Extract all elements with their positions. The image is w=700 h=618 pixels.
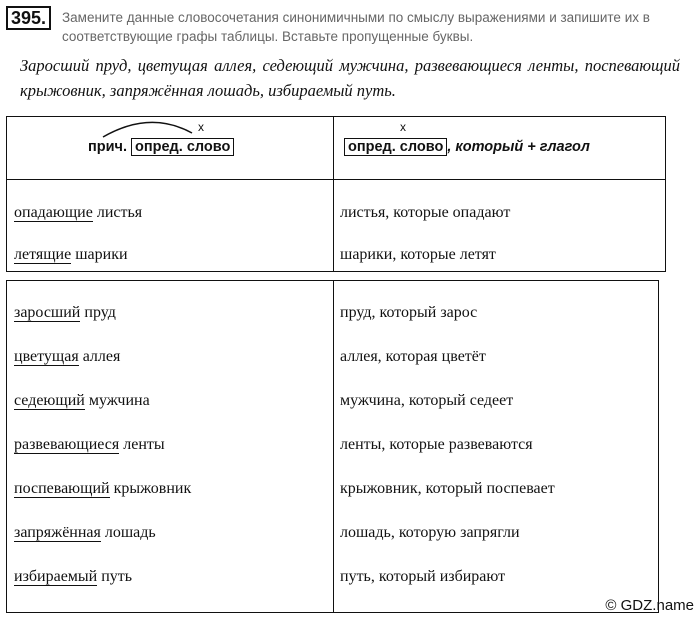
participle-label: прич. bbox=[88, 139, 127, 155]
exercise-instruction: Замените данные словосочетания синонимичными по смыслу выражениями и запишите их в соответствующие графы таблицы. Вставьте пропущенные буквы. bbox=[62, 10, 650, 44]
participle-word: седеющий bbox=[14, 392, 85, 409]
participle-word: развевающиеся bbox=[14, 436, 120, 453]
noun-word: крыжовник bbox=[113, 480, 192, 497]
rows-right-phrase: мужчина, который седеет bbox=[340, 392, 514, 409]
x-mark-left: x bbox=[198, 120, 204, 134]
right-column-header bbox=[344, 139, 590, 155]
rows-right-phrase: пруд, который зарос bbox=[340, 304, 478, 321]
left-column-header bbox=[88, 139, 234, 155]
noun-word: аллея bbox=[82, 348, 121, 365]
rows-left-phrase bbox=[14, 304, 116, 322]
participle-word: летящие bbox=[14, 246, 72, 263]
examples-right-phrase: листья, которые опадают bbox=[340, 204, 511, 221]
noun-word: путь bbox=[101, 568, 133, 585]
rows-left-phrase bbox=[14, 392, 150, 410]
participle-word: избираемый bbox=[14, 568, 98, 585]
phrase-list: Заросший пруд, цветущая аллея, седеющий мужчина, развевающиеся ленты, поспевающий крыжовник, запряжённая лошадь, избираемый путь. bbox=[20, 56, 680, 100]
which-verb-label: , который + глагол bbox=[447, 139, 590, 155]
rows-right-phrase: путь, который избирают bbox=[340, 568, 506, 585]
defined-word-box: опред. слово bbox=[131, 138, 234, 156]
participle-word: запряжённая bbox=[14, 524, 101, 541]
copyright-footer: © GDZ.name bbox=[605, 597, 694, 614]
rows-right-phrase: аллея, которая цветёт bbox=[340, 348, 486, 365]
noun-word: пруд bbox=[84, 304, 116, 321]
rows-left-phrase bbox=[14, 436, 165, 454]
participle-word: опадающие bbox=[14, 204, 93, 221]
noun-word: листья bbox=[96, 204, 143, 221]
noun-word: лошадь bbox=[104, 524, 156, 541]
examples-left-phrase bbox=[14, 204, 142, 222]
rows-left-phrase bbox=[14, 568, 132, 586]
examples-left-phrase bbox=[14, 246, 128, 264]
defined-word-box-right: опред. слово bbox=[344, 138, 447, 156]
noun-word: ленты bbox=[123, 436, 165, 453]
rows-left-phrase bbox=[14, 524, 156, 542]
examples-right-phrase: шарики, которые летят bbox=[340, 246, 496, 263]
rows-right-phrase: крыжовник, который поспевает bbox=[340, 480, 555, 497]
participle-word: поспевающий bbox=[14, 480, 110, 497]
noun-word: шарики bbox=[75, 246, 128, 263]
rows-right-phrase: ленты, которые развеваются bbox=[340, 436, 533, 453]
exercise-number: 395. bbox=[6, 6, 51, 30]
participle-word: заросший bbox=[14, 304, 81, 321]
participle-word: цветущая bbox=[14, 348, 79, 365]
rows-left-phrase bbox=[14, 348, 120, 366]
rows-left-phrase bbox=[14, 480, 191, 498]
rows-right-phrase: лошадь, которую запрягли bbox=[340, 524, 520, 541]
x-mark-right: x bbox=[400, 120, 406, 134]
noun-word: мужчина bbox=[88, 392, 150, 409]
